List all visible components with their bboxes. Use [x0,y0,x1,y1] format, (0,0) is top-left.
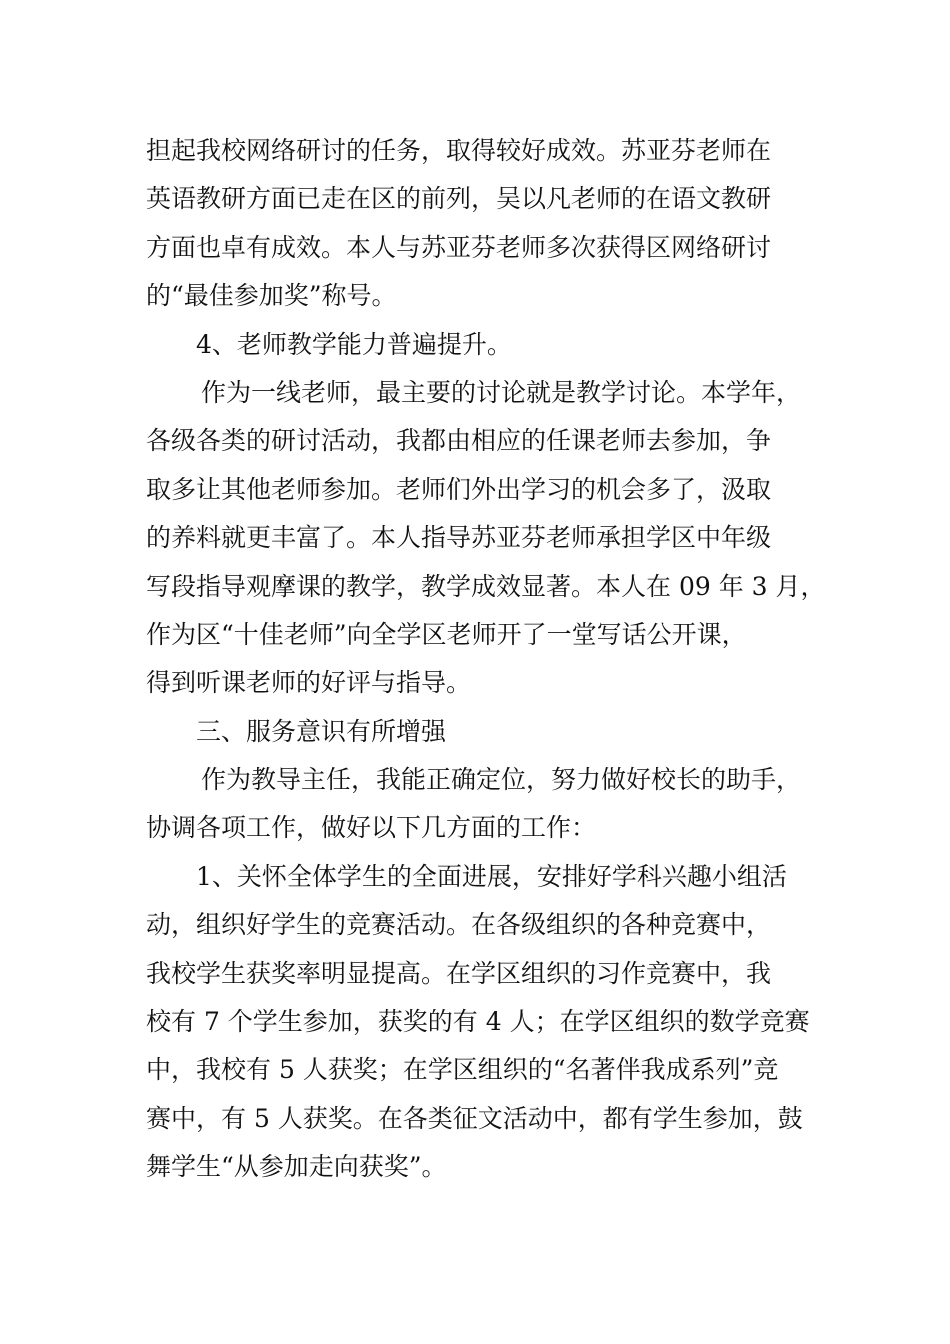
text-line: 各级各类的研讨活动，我都由相应的任课老师去参加，争 [146,426,772,456]
text-line: 协调各项工作，做好以下几方面的工作： [146,813,597,843]
text-line: 英语教研方面已走在区的前列，吴以凡老师的在语文教研 [146,184,772,214]
text-line: 动，组织好学生的竞赛活动。在各级组织的各种竞赛中， [146,910,772,940]
text-line: 的“最佳参加奖”称号。 [146,281,397,311]
document-body [146,127,836,1192]
text-line: 赛中，有 5 人获奖。在各类征文活动中，都有学生参加，鼓 [146,1103,803,1133]
text-line: 担起我校网络研讨的任务，取得较好成效。苏亚芬老师在 [146,136,772,165]
text-line: 作为区“十佳老师”向全学区老师开了一堂写话公开课， [146,619,747,649]
text-line: 方面也卓有成效。本人与苏亚芬老师多次获得区网络研讨 [146,232,772,262]
text-line: 得到听课老师的好评与指导。 [146,668,472,698]
section-heading: 4、老师教学能力普遍提升。 [196,329,512,359]
paragraph-first-line: 作为教导主任，我能正确定位，努力做好校长的助手， [201,765,802,795]
text-line: 中，我校有 5 人获奖；在学区组织的“名著伴我成系列”竞 [146,1055,779,1085]
text-line: 校有 7 个学生参加，获奖的有 4 人；在学区组织的数学竞赛 [146,1007,810,1037]
section-heading: 三、服务意识有所增强 [196,716,447,746]
paragraph-first-line: 1、关怀全体学生的全面进展，安排好学科兴趣小组活 [196,861,787,891]
text-line: 我校学生获奖率明显提高。在学区组织的习作竞赛中，我 [146,958,772,988]
text-line: 舞学生“从参加走向获奖”。 [146,1152,447,1182]
paragraph-first-line: 作为一线老师，最主要的讨论就是教学讨论。本学年， [201,377,802,407]
text-line: 的养料就更丰富了。本人指导苏亚芬老师承担学区中年级 [146,523,772,553]
text-line: 取多让其他老师参加。老师们外出学习的机会多了，汲取 [146,474,772,504]
text-line: 写段指导观摩课的教学，教学成效显著。本人在 09 年 3 月， [146,571,826,601]
